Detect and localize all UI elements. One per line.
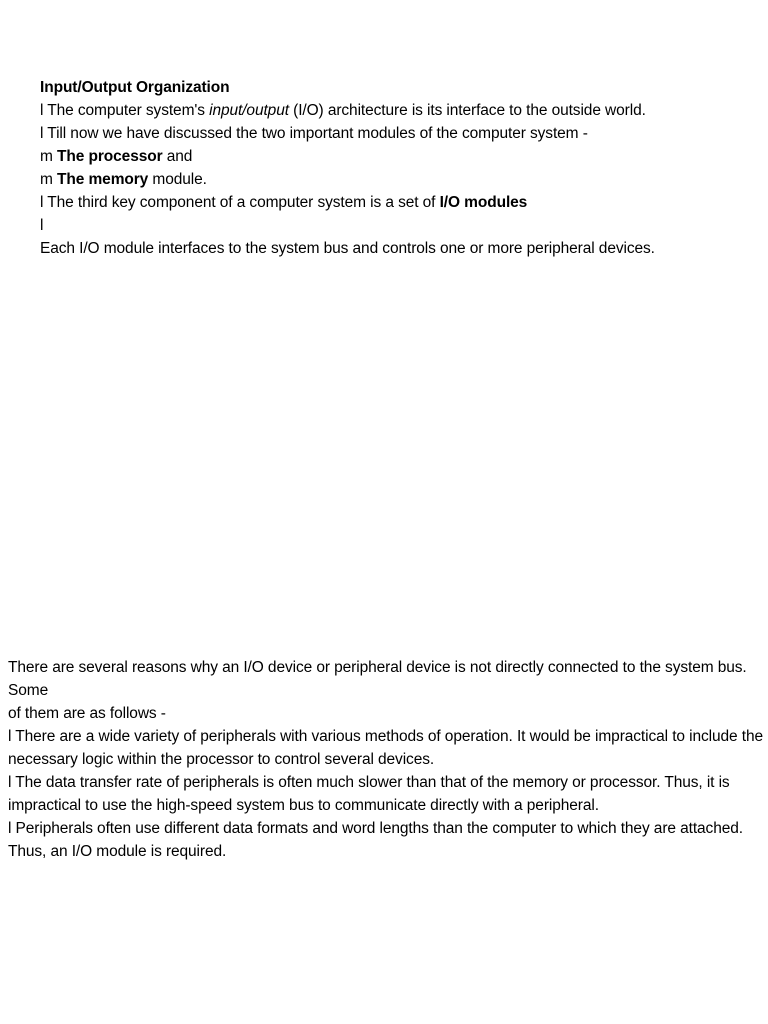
paragraph-io-architecture — [40, 99, 730, 122]
list-item-processor — [40, 145, 730, 168]
paragraph-line: of them are as follows - — [8, 705, 166, 722]
paragraph-line: l Peripherals often use different data formats and word lengths than the computer to which they are attached. — [8, 820, 743, 837]
paragraph-line: There are several reasons why an I/O device or peripheral device is not directly connected to the system bus. Some — [8, 659, 751, 699]
paragraph-line: necessary logic within the processor to control several devices. — [8, 751, 435, 768]
bold-term: The processor — [57, 148, 163, 165]
text-segment: l The computer system's — [40, 102, 210, 119]
bold-term: I/O modules — [439, 194, 528, 211]
text-segment: module. — [148, 171, 207, 188]
paragraph-line: l The data transfer rate of peripherals is often much slower than that of the memory or processor. Thus, it is — [8, 774, 730, 791]
section-title: Input/Output Organization — [40, 79, 230, 96]
list-item-memory — [40, 168, 730, 191]
text-segment: and — [162, 148, 193, 165]
paragraph-modules-intro: l Till now we have discussed the two important modules of the computer system - — [40, 125, 588, 142]
paragraph-line: l There are a wide variety of peripherals with various methods of operation. It would be impractical to include the — [8, 728, 764, 745]
text-segment: l The third key component of a computer system is a set of — [40, 194, 440, 211]
bullet-marker: m — [40, 171, 58, 188]
paragraph-line: Thus, an I/O module is required. — [8, 843, 227, 860]
reasons-section — [8, 656, 764, 863]
paragraph-module-interface: Each I/O module interfaces to the system bus and controls one or more peripheral devices. — [40, 240, 655, 257]
io-organization-section — [40, 76, 730, 260]
paragraph-io-modules — [40, 191, 730, 214]
bullet-marker: m — [40, 148, 58, 165]
paragraph-line: impractical to use the high-speed system bus to communicate directly with a peripheral. — [8, 797, 599, 814]
italic-term: input/output — [209, 102, 289, 119]
bullet-marker-line: l — [40, 217, 44, 234]
bold-term: The memory — [57, 171, 149, 188]
text-segment: (I/O) architecture is its interface to the outside world. — [288, 102, 646, 119]
